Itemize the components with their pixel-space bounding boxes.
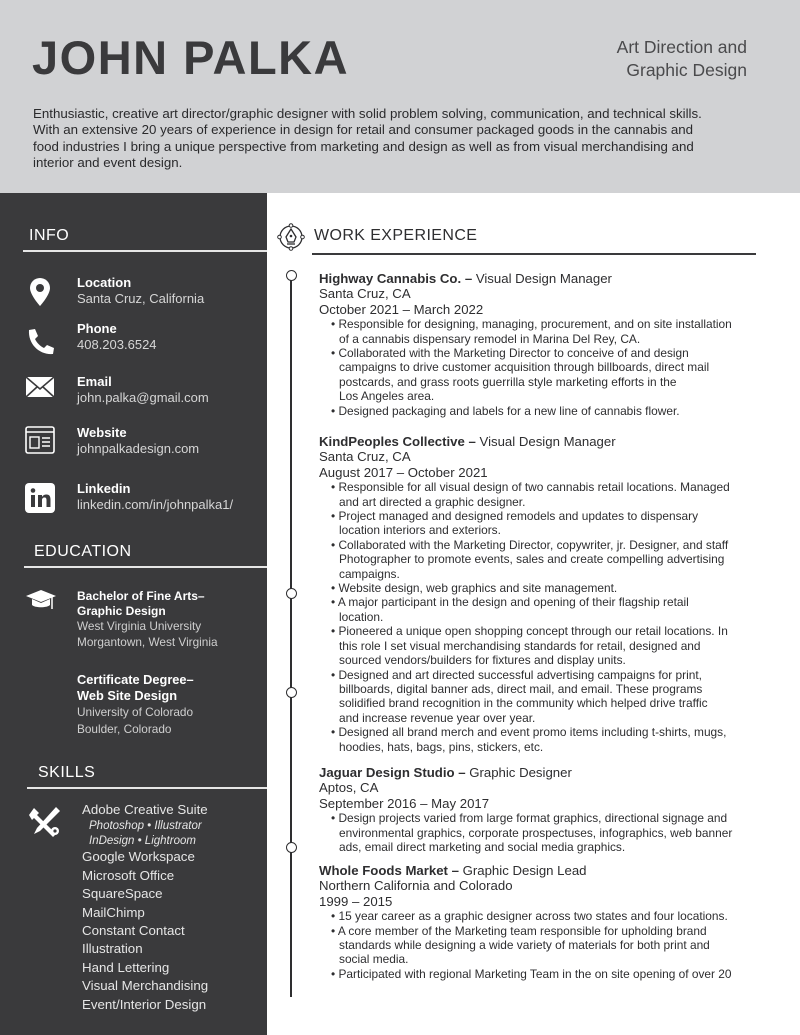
- job-bullet: • A major participant in the design and opening of their flagship retail location.: [319, 595, 789, 624]
- job-entry: [319, 271, 789, 418]
- job-entry: [319, 863, 789, 981]
- work-experience-heading: WORK EXPERIENCE: [314, 227, 478, 244]
- summary: Enthusiastic, creative art director/graphic designer with solid problem solving, communication, and technical skills. With an extensive 20 years of experience in design for retail and consumer packaged goods in the cannabis and food industries I bring a unique perspective from marketing and design as well as from visual merchandising and interior and event design.: [33, 106, 702, 170]
- info-phone: [77, 321, 157, 353]
- skills-heading: SKILLS: [38, 764, 96, 781]
- job-bullet: • Website design, web graphics and site management.: [319, 581, 789, 595]
- job-dates: August 2017 – October 2021: [319, 464, 488, 480]
- skill-item: Constant Contact: [82, 923, 185, 939]
- school-location: Morgantown, West Virginia: [77, 634, 218, 649]
- info-email: [77, 374, 209, 406]
- skill-item: MailChimp: [82, 904, 145, 920]
- job-title: [319, 434, 789, 449]
- skill-item: Google Workspace: [82, 849, 195, 865]
- job-location: Aptos, CA: [319, 780, 379, 796]
- timeline-dot: [286, 270, 297, 281]
- tagline: Art Direction and Graphic Design: [616, 37, 747, 80]
- job-title: [319, 765, 789, 780]
- school: West Virginia University: [77, 619, 202, 633]
- info-website: [77, 425, 199, 457]
- timeline-dot: [286, 687, 297, 698]
- job-bullet: • Collaborated with the Marketing Director to conceive of and design campaigns to drive customer acquisition through billboards, direct mail postcards, and grass roots guerrilla style marketing efforts in the Los Angeles area.: [319, 346, 789, 404]
- divider: [24, 566, 267, 568]
- name-heading: JOHN PALKA: [32, 31, 350, 84]
- graduation-cap-icon: [25, 587, 57, 615]
- info-label: Phone: [77, 321, 117, 336]
- divider: [23, 250, 267, 252]
- phone-icon: [24, 326, 56, 358]
- job-bullet: • Pioneered a unique open shopping concept through our retail locations. In this role I set visual merchandising standards for retail, designed and sourced vendors/builders for fixtures and display units.: [319, 624, 789, 667]
- envelope-icon: [24, 371, 56, 403]
- info-label: Location: [77, 275, 132, 290]
- job-bullet: • A core member of the Marketing team responsible for upholding brand standards while designing a wide variety of materials for both print and social media.: [319, 924, 789, 967]
- skills-list: [82, 801, 208, 1014]
- job-bullet: • Designed and art directed successful advertising campaigns for print, billboards, digital banner ads, direct mail, and email. These programs solidified brand recognition in the community which helped drive traffic and increase revenue year over year.: [319, 668, 789, 726]
- info-linkedin: [77, 481, 233, 513]
- role: Graphic Designer: [465, 765, 572, 780]
- info-label: Website: [77, 425, 127, 440]
- degree: Bachelor of Fine Arts– Graphic Design: [77, 589, 205, 618]
- company: Jaguar Design Studio –: [319, 765, 466, 780]
- skill-item: Event/Interior Design: [82, 996, 207, 1012]
- school: University of Colorado: [77, 705, 194, 719]
- skill-subitem: Photoshop • Illustrator: [89, 820, 202, 833]
- role: Visual Design Manager: [475, 434, 616, 449]
- info-value: 408.203.6524: [77, 337, 157, 352]
- job-location: Santa Cruz, CA: [319, 286, 411, 302]
- info-location: [77, 275, 204, 307]
- job-title: [319, 863, 789, 878]
- job-entry: [319, 765, 789, 854]
- skill-item: Illustration: [82, 941, 143, 957]
- degree: Certificate Degree– Web Site Design: [77, 672, 194, 703]
- job-title: [319, 271, 789, 286]
- job-bullet: • Project managed and designed remodels and updates to dispensary location interiors and exteriors.: [319, 509, 789, 538]
- divider: [27, 787, 267, 789]
- education-item: [77, 589, 218, 650]
- company: Whole Foods Market –: [319, 863, 459, 878]
- job-bullet: • Responsible for designing, managing, procurement, and on site installation of a cannabis dispensary remodel in Marina Del Rey, CA.: [319, 317, 789, 346]
- job-location: Santa Cruz, CA: [319, 449, 411, 465]
- job-bullet: • Design projects varied from large format graphics, directional signage and environmental graphics, corporate prospectuses, infographics, web banner ads, email direct marketing and social media graphics.: [319, 811, 789, 854]
- school-location: Boulder, Colorado: [77, 722, 172, 736]
- job-location: Northern California and Colorado: [319, 878, 513, 894]
- skill-subitem: InDesign • Lightroom: [89, 834, 196, 847]
- job-bullet: • Designed packaging and labels for a new line of cannabis flower.: [319, 404, 789, 418]
- browser-icon: [24, 424, 56, 456]
- info-value: Santa Cruz, California: [77, 291, 205, 306]
- info-value: john.palka@gmail.com: [77, 390, 209, 405]
- job-bullet: • Collaborated with the Marketing Director, copywriter, jr. Designer, and staff Photographer to promote events, sales and create compelling advertising campaigns.: [319, 538, 789, 581]
- job-bullet: • Participated with regional Marketing Team in the on site opening of over 20: [319, 967, 789, 981]
- info-label: Linkedin: [77, 481, 131, 496]
- skill-item: SquareSpace: [82, 886, 163, 902]
- skill-item: Hand Lettering: [82, 959, 170, 975]
- education-item: [77, 672, 194, 738]
- info-value: linkedin.com/in/johnpalka1/: [77, 497, 234, 512]
- timeline-dot: [286, 588, 297, 599]
- job-bullet: • 15 year career as a graphic designer across two states and four locations.: [319, 909, 789, 923]
- company: Highway Cannabis Co. –: [319, 271, 473, 286]
- header: [0, 0, 800, 193]
- linkedin-icon: [24, 482, 56, 514]
- pen-tool-icon: [276, 222, 306, 252]
- role: Visual Design Manager: [472, 271, 612, 286]
- company: KindPeoples Collective –: [319, 434, 476, 449]
- timeline-line: [290, 277, 292, 997]
- skill-item: Adobe Creative Suite: [82, 802, 208, 817]
- job-entry: [319, 434, 789, 754]
- info-heading: INFO: [29, 227, 70, 244]
- skill-item: Microsoft Office: [82, 867, 175, 883]
- divider: [312, 253, 756, 255]
- job-dates: September 2016 – May 2017: [319, 795, 490, 811]
- job-bullet: • Responsible for all visual design of two cannabis retail locations. Managed and art directed a graphic designer.: [319, 480, 789, 509]
- job-bullet: • Designed all brand merch and event promo items including t-shirts, mugs, hoodies, hats, bags, pins, stickers, etc.: [319, 725, 789, 754]
- sidebar: [0, 193, 267, 1035]
- map-pin-icon: [24, 276, 56, 308]
- info-value: johnpalkadesign.com: [77, 441, 200, 456]
- role: Graphic Design Lead: [458, 863, 587, 878]
- education-heading: EDUCATION: [34, 543, 132, 560]
- job-dates: 1999 – 2015: [319, 893, 393, 909]
- skill-item: Visual Merchandising: [82, 978, 209, 994]
- tools-icon: [28, 804, 62, 838]
- job-dates: October 2021 – March 2022: [319, 301, 484, 317]
- timeline-dot: [286, 842, 297, 853]
- info-label: Email: [77, 374, 112, 389]
